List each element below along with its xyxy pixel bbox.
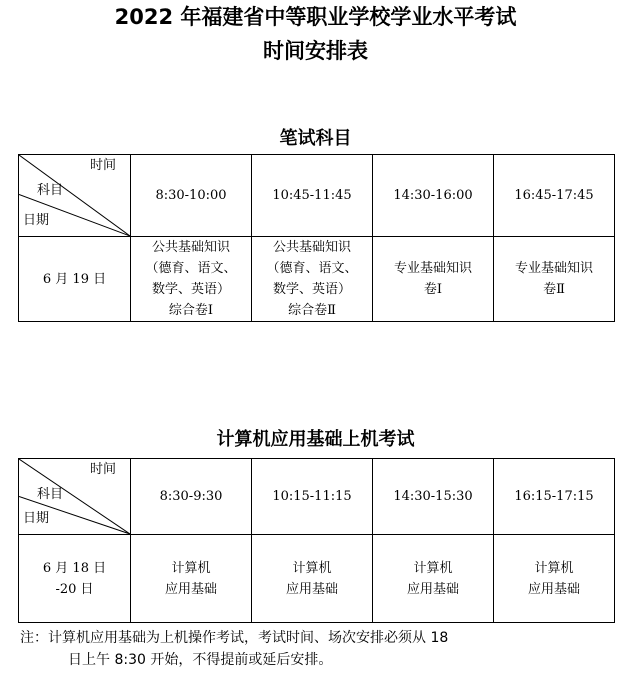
header-subject-label: 科目 [37,183,64,198]
table-row [19,237,615,322]
header-time-label: 时间 [89,462,116,477]
subject-line: （德育、语文、 [145,261,237,276]
exam-date-cell [19,535,131,623]
table-row [19,535,615,623]
subject-cell [373,535,494,623]
time-slot-header: 8:30-9:30 [131,459,252,535]
subject-line: 应用基础 [285,581,338,597]
subject-line: （德育、语文、 [266,261,358,276]
subject-cell [373,237,494,322]
subject-line: 专业基础知识 [514,261,593,276]
time-slot-header: 14:30-16:00 [373,155,494,237]
table-header-row [19,459,615,535]
subject-line: 公共基础知识 [272,240,351,255]
written-section-title: 笔试科目 [279,128,352,149]
header-subject-label: 科目 [37,487,64,502]
subject-line: 数学、英语） [151,282,230,297]
time-slot-header: 16:45-17:45 [494,155,615,237]
subject-cell [252,237,373,322]
time-slot-header: 10:45-11:45 [252,155,373,237]
time-slot-header: 8:30-10:00 [131,155,252,237]
subject-cell [131,237,252,322]
subject-line: 计算机 [292,560,332,576]
header-date-label: 日期 [23,511,50,526]
table-header-row [19,155,615,237]
subject-line: 应用基础 [527,581,580,597]
exam-date-cell: 6 月 19 日 [19,237,131,322]
subject-cell [252,535,373,623]
subject-line: 公共基础知识 [151,240,230,255]
written-exam-table [18,154,615,322]
document-title-line1: 2022 年福建省中等职业学校学业水平考试 [114,5,517,29]
footnote-line1: 注：计算机应用基础为上机操作考试，考试时间、场次安排必须从 18 [20,630,449,646]
time-slot-header: 10:15-11:15 [252,459,373,535]
header-date-label: 日期 [23,213,50,228]
subject-line: 综合卷Ⅰ [168,303,214,318]
subject-line: 应用基础 [406,581,459,597]
subject-line: 应用基础 [164,581,217,597]
date-line: -20 日 [55,581,94,597]
subject-line: 卷Ⅰ [423,282,443,297]
subject-cell [494,237,615,322]
time-slot-header: 14:30-15:30 [373,459,494,535]
subject-line: 计算机 [534,560,574,576]
date-line: 6 月 18 日 [42,560,107,576]
header-time-label: 时间 [89,158,116,173]
footnote [20,627,616,671]
subject-line: 综合卷Ⅱ [288,303,336,318]
subject-line: 专业基础知识 [393,261,472,276]
footnote-line2: 日上午 8:30 开始，不得提前或延后安排。 [68,652,333,668]
document-title-line2: 时间安排表 [263,39,368,63]
diagonal-header-cell [19,155,131,237]
diagonal-header-cell [19,459,131,535]
subject-line: 卷Ⅱ [543,282,565,297]
subject-line: 计算机 [413,560,453,576]
computer-section-title: 计算机应用基础上机考试 [216,429,415,450]
subject-cell [494,535,615,623]
subject-line: 数学、英语） [272,282,351,297]
time-slot-header: 16:15-17:15 [494,459,615,535]
subject-cell [131,535,252,623]
computer-exam-table [18,458,615,623]
subject-line: 计算机 [171,560,211,576]
